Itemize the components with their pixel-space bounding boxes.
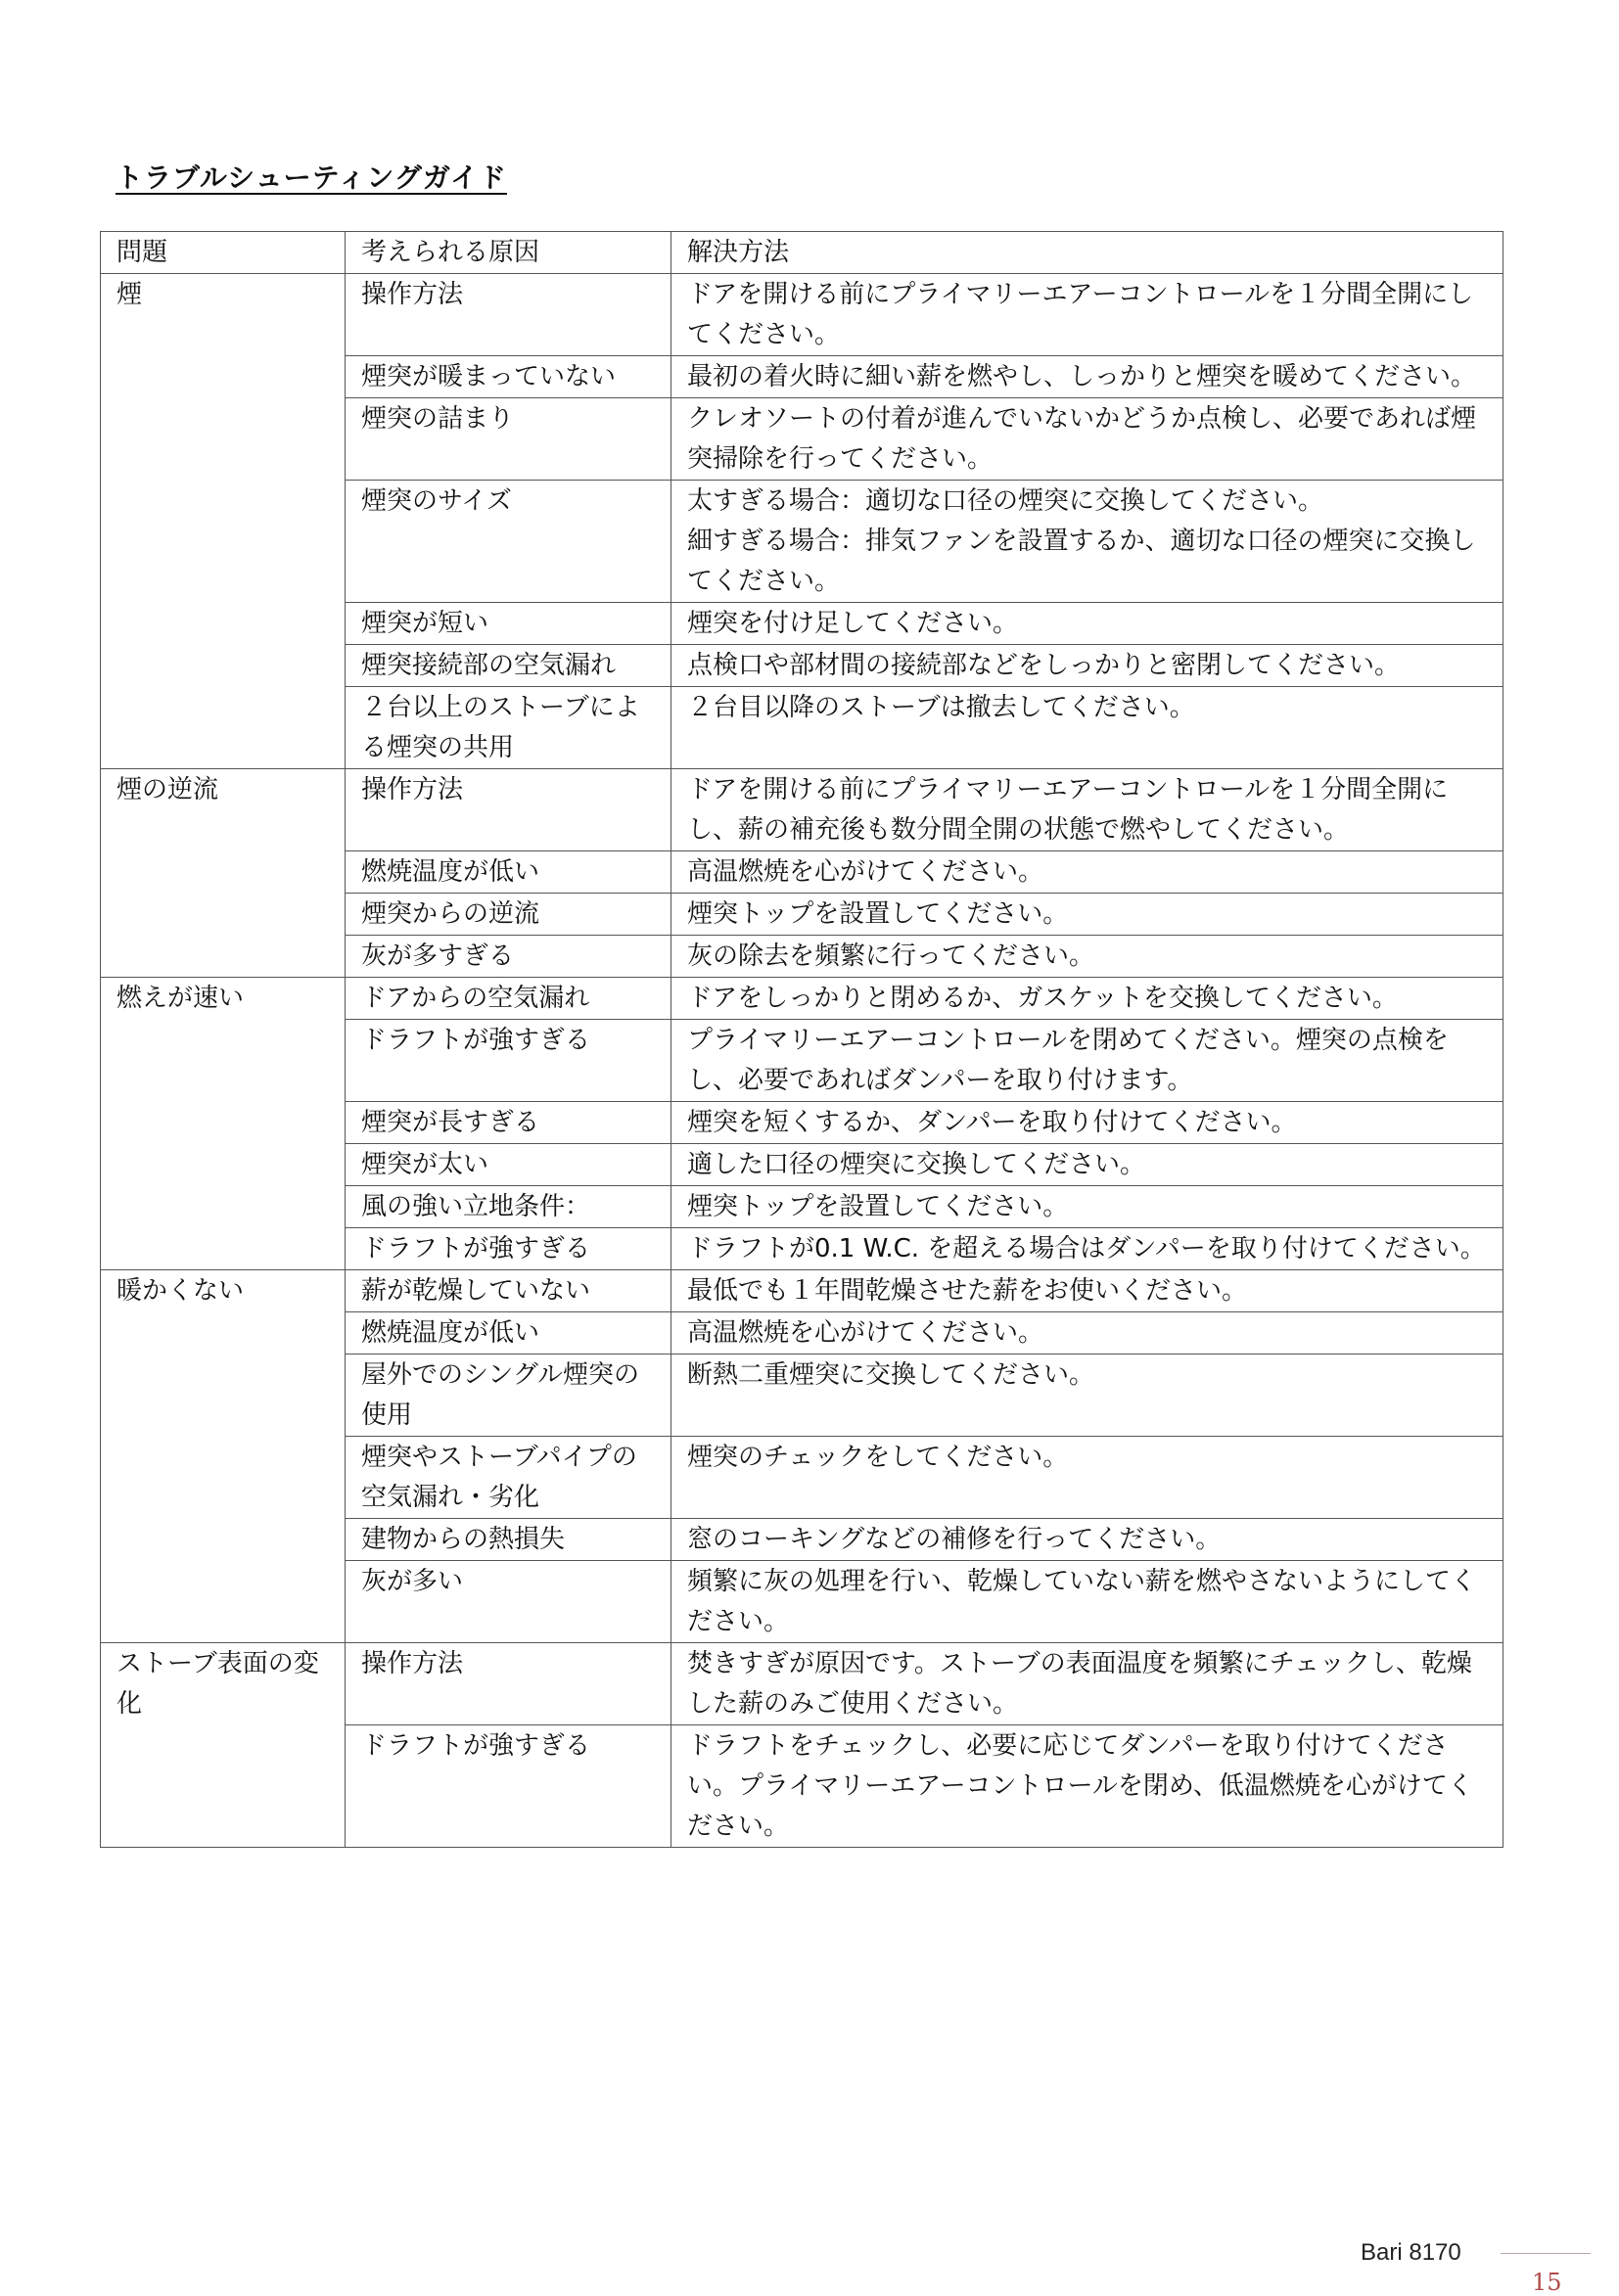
solution-cell: ドラフトをチェックし、必要に応じてダンパーを取り付けてください。プライマリーエアーコントロールを閉め、低温燃焼を心がけてください。 — [671, 1725, 1503, 1848]
solution-cell: 灰の除去を頻繁に行ってください。 — [671, 936, 1503, 978]
cause-cell: ドアからの空気漏れ — [346, 978, 671, 1020]
cause-cell: 操作方法 — [346, 1643, 671, 1725]
solution-cell: 点検口や部材間の接続部などをしっかりと密閉してください。 — [671, 645, 1503, 687]
problem-cell: 暖かくない — [101, 1270, 346, 1643]
cause-cell: 操作方法 — [346, 274, 671, 356]
solution-cell: 窓のコーキングなどの補修を行ってください。 — [671, 1519, 1503, 1561]
table-row — [101, 1270, 1503, 1312]
solution-cell: 適した口径の煙突に交換してください。 — [671, 1144, 1503, 1186]
table-header — [101, 232, 1503, 274]
cause-cell: 煙突が太い — [346, 1144, 671, 1186]
solution-cell: 最低でも１年間乾燥させた薪をお使いください。 — [671, 1270, 1503, 1312]
solution-cell: 煙突を短くするか、ダンパーを取り付けてください。 — [671, 1102, 1503, 1144]
table-row — [101, 978, 1503, 1020]
page-number: 15 — [1532, 2269, 1562, 2296]
cause-cell: 風の強い立地条件： — [346, 1186, 671, 1228]
solution-cell: 高温燃焼を心がけてください。 — [671, 1312, 1503, 1355]
solution-cell: ドアをしっかりと閉めるか、ガスケットを交換してください。 — [671, 978, 1503, 1020]
solution-cell: 高温燃焼を心がけてください。 — [671, 851, 1503, 894]
cause-cell: 薪が乾燥していない — [346, 1270, 671, 1312]
solution-cell: ドラフトが0.1 W.C. を超える場合はダンパーを取り付けてください。 — [671, 1228, 1503, 1270]
solution-cell: ドアを開ける前にプライマリーエアーコントロールを１分間全開にし、薪の補充後も数分間全開の状態で燃やしてください。 — [671, 769, 1503, 851]
table-row — [101, 274, 1503, 356]
cause-cell: 燃焼温度が低い — [346, 1312, 671, 1355]
solution-cell: ドアを開ける前にプライマリーエアーコントロールを１分間全開にしてください。 — [671, 274, 1503, 356]
cause-cell: 煙突のサイズ — [346, 481, 671, 603]
cause-cell: 建物からの熱損失 — [346, 1519, 671, 1561]
solution-cell: 頻繁に灰の処理を行い、乾燥していない薪を燃やさないようにしてください。 — [671, 1561, 1503, 1643]
solution-cell: 煙突を付け足してください。 — [671, 603, 1503, 645]
cause-cell: 操作方法 — [346, 769, 671, 851]
solution-cell: 最初の着火時に細い薪を燃やし、しっかりと煙突を暖めてください。 — [671, 356, 1503, 398]
column-header-problem: 問題 — [101, 232, 346, 274]
cause-cell: 燃焼温度が低い — [346, 851, 671, 894]
cause-cell: 灰が多い — [346, 1561, 671, 1643]
solution-cell: 断熱二重煙突に交換してください。 — [671, 1355, 1503, 1437]
cause-cell: 煙突が暖まっていない — [346, 356, 671, 398]
table-body — [101, 274, 1503, 1848]
cause-cell: 煙突が短い — [346, 603, 671, 645]
solution-cell: 煙突トップを設置してください。 — [671, 1186, 1503, 1228]
cause-cell: ドラフトが強すぎる — [346, 1228, 671, 1270]
column-header-solution: 解決方法 — [671, 232, 1503, 274]
column-header-cause: 考えられる原因 — [346, 232, 671, 274]
solution-cell: ２台目以降のストーブは撤去してください。 — [671, 687, 1503, 769]
cause-cell: 屋外でのシングル煙突の使用 — [346, 1355, 671, 1437]
cause-cell: 煙突の詰まり — [346, 398, 671, 481]
solution-cell: 煙突トップを設置してください。 — [671, 894, 1503, 936]
cause-cell: ドラフトが強すぎる — [346, 1020, 671, 1102]
cause-cell: 灰が多すぎる — [346, 936, 671, 978]
cause-cell: ドラフトが強すぎる — [346, 1725, 671, 1848]
solution-cell: プライマリーエアーコントロールを閉めてください。煙突の点検をし、必要であればダンパーを取り付けます。 — [671, 1020, 1503, 1102]
cause-cell: 煙突接続部の空気漏れ — [346, 645, 671, 687]
problem-cell: 煙 — [101, 274, 346, 769]
header-row — [101, 232, 1503, 274]
solution-cell: 太すぎる場合：適切な口径の煙突に交換してください。 細すぎる場合：排気ファンを設置するか、適切な口径の煙突に交換してください。 — [671, 481, 1503, 603]
problem-cell: 燃えが速い — [101, 978, 346, 1270]
cause-cell: 煙突が長すぎる — [346, 1102, 671, 1144]
solution-cell: クレオソートの付着が進んでいないかどうか点検し、必要であれば煙突掃除を行ってください。 — [671, 398, 1503, 481]
model-label: Bari 8170 — [1361, 2239, 1461, 2266]
problem-cell: ストーブ表面の変化 — [101, 1643, 346, 1848]
troubleshooting-table — [100, 231, 1503, 1848]
footer-rule — [1501, 2253, 1591, 2254]
cause-cell: ２台以上のストーブによる煙突の共用 — [346, 687, 671, 769]
page-title: トラブルシューティングガイド — [116, 161, 507, 194]
problem-cell: 煙の逆流 — [101, 769, 346, 978]
solution-cell: 焚きすぎが原因です。ストーブの表面温度を頻繁にチェックし、乾燥した薪のみご使用ください。 — [671, 1643, 1503, 1725]
cause-cell: 煙突からの逆流 — [346, 894, 671, 936]
table-row — [101, 769, 1503, 851]
solution-cell: 煙突のチェックをしてください。 — [671, 1437, 1503, 1519]
table-row — [101, 1643, 1503, 1725]
cause-cell: 煙突やストーブパイプの空気漏れ・劣化 — [346, 1437, 671, 1519]
